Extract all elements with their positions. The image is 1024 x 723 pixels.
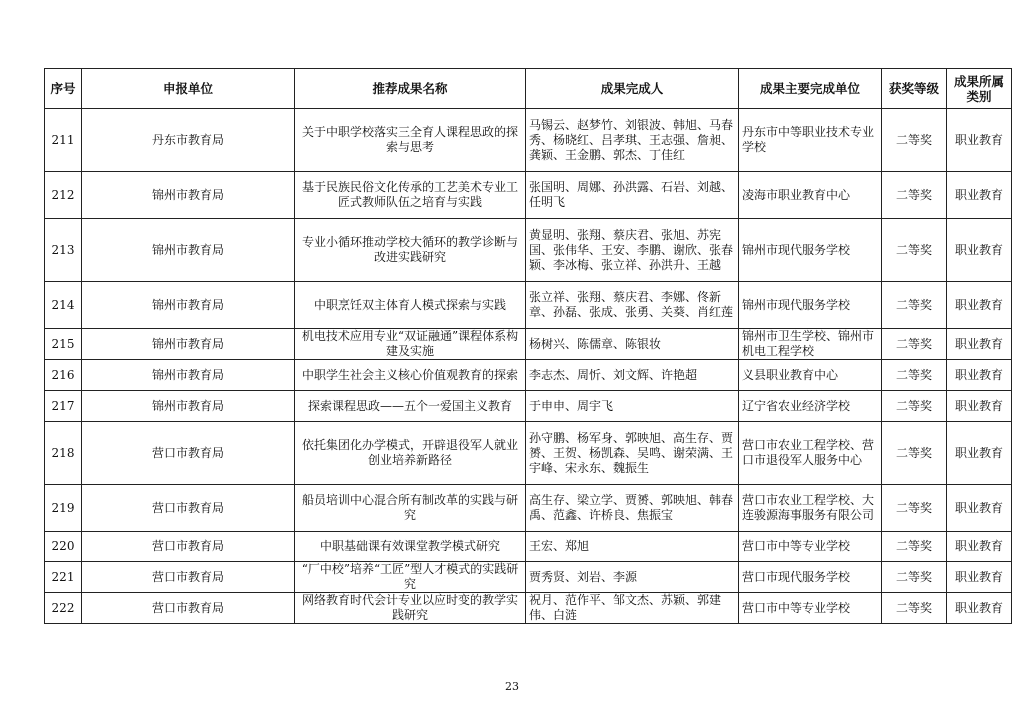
header-people: 成果完成人 [526,69,739,109]
cell-category: 职业教育 [947,562,1012,593]
cell-unit: 锦州市教育局 [82,219,295,282]
cell-org: 辽宁省农业经济学校 [739,391,882,422]
table-row [45,282,1012,329]
cell-title: “厂中校”培养“工匠”型人才模式的实践研究 [295,562,526,593]
cell-unit: 营口市教育局 [82,532,295,562]
cell-level: 二等奖 [882,172,947,219]
cell-level: 二等奖 [882,532,947,562]
cell-people: 孙守鹏、杨军身、郭映旭、高生存、贾赟、王贺、杨凯森、吴鸣、谢荣满、王宇峰、宋永东、魏振生 [526,422,739,485]
header-org: 成果主要完成单位 [739,69,882,109]
cell-category: 职业教育 [947,219,1012,282]
cell-index: 219 [45,485,82,532]
cell-index: 217 [45,391,82,422]
cell-org: 凌海市职业教育中心 [739,172,882,219]
header-index: 序号 [45,69,82,109]
table-row [45,172,1012,219]
cell-index: 215 [45,329,82,360]
cell-category: 职业教育 [947,422,1012,485]
cell-org: 丹东市中等职业技术专业学校 [739,109,882,172]
cell-people: 李志杰、周忻、刘文辉、许艳超 [526,360,739,391]
cell-people: 黄显明、张翔、蔡庆君、张旭、苏宪国、张伟华、王安、李鹏、谢欣、张春颖、李冰梅、张立祥、孙洪升、王越 [526,219,739,282]
cell-title: 关于中职学校落实三全育人课程思政的探索与思考 [295,109,526,172]
page-number: 23 [505,680,519,693]
cell-org: 营口市现代服务学校 [739,562,882,593]
cell-unit: 锦州市教育局 [82,391,295,422]
table-row [45,109,1012,172]
cell-people: 张国明、周娜、孙洪露、石岩、刘越、任明飞 [526,172,739,219]
cell-unit: 营口市教育局 [82,485,295,532]
cell-title: 中职基础课有效课堂教学模式研究 [295,532,526,562]
cell-index: 220 [45,532,82,562]
cell-title: 专业小循环推动学校大循环的教学诊断与改进实践研究 [295,219,526,282]
cell-people: 贾秀贤、刘岩、李源 [526,562,739,593]
cell-title: 中职烹饪双主体育人模式探索与实践 [295,282,526,329]
cell-category: 职业教育 [947,485,1012,532]
cell-index: 222 [45,593,82,624]
cell-title: 网络教育时代会计专业以应时变的教学实践研究 [295,593,526,624]
cell-people: 张立祥、张翔、蔡庆君、李娜、佟新章、孙磊、张成、张勇、关葵、肖红莲 [526,282,739,329]
header-row [45,69,1012,109]
cell-level: 二等奖 [882,329,947,360]
cell-people: 马锡云、赵梦竹、刘银波、韩旭、马春秀、杨晓红、吕孝琪、王志强、詹昶、龚颖、王金鹏、郭杰、丁佳红 [526,109,739,172]
cell-level: 二等奖 [882,109,947,172]
cell-people: 祝月、范作平、邹文杰、苏颖、郭建伟、白涟 [526,593,739,624]
cell-title: 基于民族民俗文化传承的工艺美术专业工匠式教师队伍之培育与实践 [295,172,526,219]
cell-unit: 锦州市教育局 [82,282,295,329]
cell-index: 221 [45,562,82,593]
cell-org: 营口市中等专业学校 [739,593,882,624]
cell-category: 职业教育 [947,593,1012,624]
table-row [45,219,1012,282]
cell-level: 二等奖 [882,360,947,391]
cell-category: 职业教育 [947,172,1012,219]
header-level: 获奖等级 [882,69,947,109]
cell-level: 二等奖 [882,562,947,593]
cell-org: 营口市中等专业学校 [739,532,882,562]
cell-people: 于申申、周宇飞 [526,391,739,422]
cell-unit: 营口市教育局 [82,593,295,624]
cell-level: 二等奖 [882,422,947,485]
cell-category: 职业教育 [947,391,1012,422]
table-row [45,532,1012,562]
cell-level: 二等奖 [882,219,947,282]
table-row [45,562,1012,593]
cell-unit: 锦州市教育局 [82,329,295,360]
cell-unit: 锦州市教育局 [82,360,295,391]
cell-index: 218 [45,422,82,485]
cell-index: 212 [45,172,82,219]
cell-unit: 营口市教育局 [82,562,295,593]
cell-level: 二等奖 [882,593,947,624]
cell-category: 职业教育 [947,360,1012,391]
header-unit: 申报单位 [82,69,295,109]
table-row [45,391,1012,422]
cell-unit: 锦州市教育局 [82,172,295,219]
cell-level: 二等奖 [882,282,947,329]
cell-title: 机电技术应用专业“双证融通”课程体系构建及实施 [295,329,526,360]
cell-title: 探索课程思政——五个一爱国主义教育 [295,391,526,422]
cell-title: 依托集团化办学模式，开辟退役军人就业创业培养新路径 [295,422,526,485]
table-row [45,422,1012,485]
header-title: 推荐成果名称 [295,69,526,109]
cell-level: 二等奖 [882,391,947,422]
cell-category: 职业教育 [947,532,1012,562]
cell-category: 职业教育 [947,109,1012,172]
cell-title: 中职学生社会主义核心价值观教育的探索 [295,360,526,391]
cell-index: 214 [45,282,82,329]
table-row [45,360,1012,391]
table-row [45,329,1012,360]
cell-category: 职业教育 [947,282,1012,329]
cell-title: 船员培训中心混合所有制改革的实践与研究 [295,485,526,532]
cell-people: 王宏、郑旭 [526,532,739,562]
table-row [45,593,1012,624]
cell-org: 锦州市现代服务学校 [739,282,882,329]
cell-people: 高生存、梁立学、贾赟、郭映旭、韩春禹、范鑫、许桥良、焦振宝 [526,485,739,532]
cell-org: 锦州市现代服务学校 [739,219,882,282]
cell-org: 营口市农业工程学校、大连骏源海事服务有限公司 [739,485,882,532]
cell-unit: 营口市教育局 [82,422,295,485]
awards-table [44,68,1012,624]
cell-unit: 丹东市教育局 [82,109,295,172]
cell-org: 锦州市卫生学校、锦州市机电工程学校 [739,329,882,360]
header-category: 成果所属类别 [947,69,1012,109]
cell-category: 职业教育 [947,329,1012,360]
cell-level: 二等奖 [882,485,947,532]
cell-index: 216 [45,360,82,391]
cell-org: 营口市农业工程学校、营口市退役军人服务中心 [739,422,882,485]
cell-people: 杨树兴、陈儒章、陈银妆 [526,329,739,360]
cell-index: 211 [45,109,82,172]
table-row [45,485,1012,532]
cell-index: 213 [45,219,82,282]
cell-org: 义县职业教育中心 [739,360,882,391]
